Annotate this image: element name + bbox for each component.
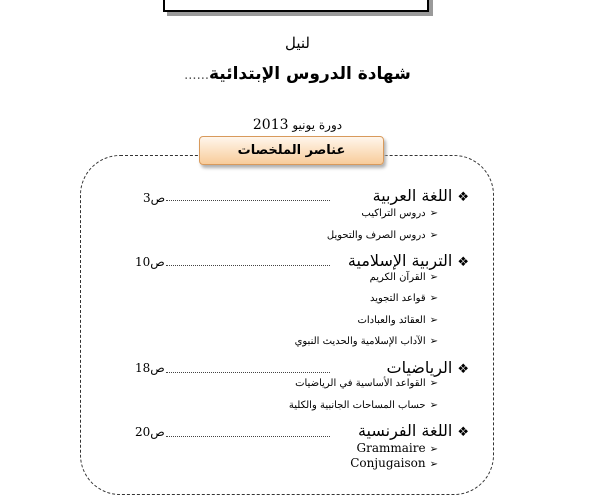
certificate-name: شهادة الدروس الإبتدائية — [208, 64, 411, 84]
dot-leader — [166, 265, 330, 266]
list-item[interactable]: ➢حساب المساحات الجانبية والكلية — [288, 400, 438, 411]
arrow-bullet-icon: ➢ — [429, 293, 438, 304]
diamond-bullet-icon: ❖ — [457, 255, 469, 270]
dot-leader — [166, 200, 330, 201]
arrow-bullet-icon: ➢ — [429, 230, 438, 241]
section-arabic[interactable] — [373, 186, 469, 205]
arrow-bullet-icon: ➢ — [429, 444, 438, 455]
session-year: 2013 — [252, 117, 289, 133]
dot-leader — [166, 436, 330, 437]
summary-header: عناصر الملخصات — [199, 136, 384, 165]
arrow-bullet-icon: ➢ — [429, 208, 438, 219]
section-title: اللغة الفرنسية — [357, 421, 453, 440]
list-item[interactable]: ➢العقائد والعبادات — [357, 315, 438, 326]
arrow-bullet-icon: ➢ — [429, 378, 438, 389]
section-french[interactable] — [358, 421, 469, 440]
diamond-bullet-icon: ❖ — [457, 362, 469, 377]
list-item[interactable]: ➢القواعد الأساسية في الرياضيات — [295, 378, 438, 389]
arrow-bullet-icon: ➢ — [429, 272, 438, 283]
list-item[interactable]: ➢Grammaire — [356, 441, 438, 455]
session-line — [0, 117, 595, 133]
list-item[interactable]: ➢قواعد التجويد — [369, 293, 438, 304]
page-number: ص10 — [135, 255, 165, 269]
certificate-title — [0, 64, 595, 84]
arrow-bullet-icon: ➢ — [429, 459, 438, 470]
list-item[interactable]: ➢القرآن الكريم — [369, 272, 438, 283]
page-number: ص3 — [143, 191, 166, 205]
intro-line: لنيل — [285, 34, 310, 52]
section-title: التربية الإسلامية — [347, 251, 453, 270]
top-title-box — [163, 0, 429, 12]
section-math[interactable] — [387, 358, 469, 377]
arrow-bullet-icon: ➢ — [429, 400, 438, 411]
list-item[interactable]: ➢الآداب الإسلامية والحديث النبوي — [294, 336, 438, 347]
diamond-bullet-icon: ❖ — [457, 190, 469, 205]
page-number: ص20 — [135, 425, 165, 439]
list-item[interactable]: ➢دروس التراكيب — [361, 208, 438, 219]
certificate-dots: ...... — [184, 68, 209, 83]
arrow-bullet-icon: ➢ — [429, 336, 438, 347]
list-item[interactable]: ➢دروس الصرف والتحويل — [326, 230, 438, 241]
session-label: دورة يونيو — [292, 118, 343, 132]
section-islamic[interactable] — [348, 251, 469, 270]
dot-leader — [166, 372, 330, 373]
arrow-bullet-icon: ➢ — [429, 315, 438, 326]
page-number: ص18 — [135, 361, 165, 375]
section-title: اللغة العربية — [372, 186, 453, 205]
list-item[interactable]: ➢Conjugaison — [350, 456, 438, 470]
section-title: الرياضيات — [386, 358, 453, 377]
diamond-bullet-icon: ❖ — [457, 425, 469, 440]
